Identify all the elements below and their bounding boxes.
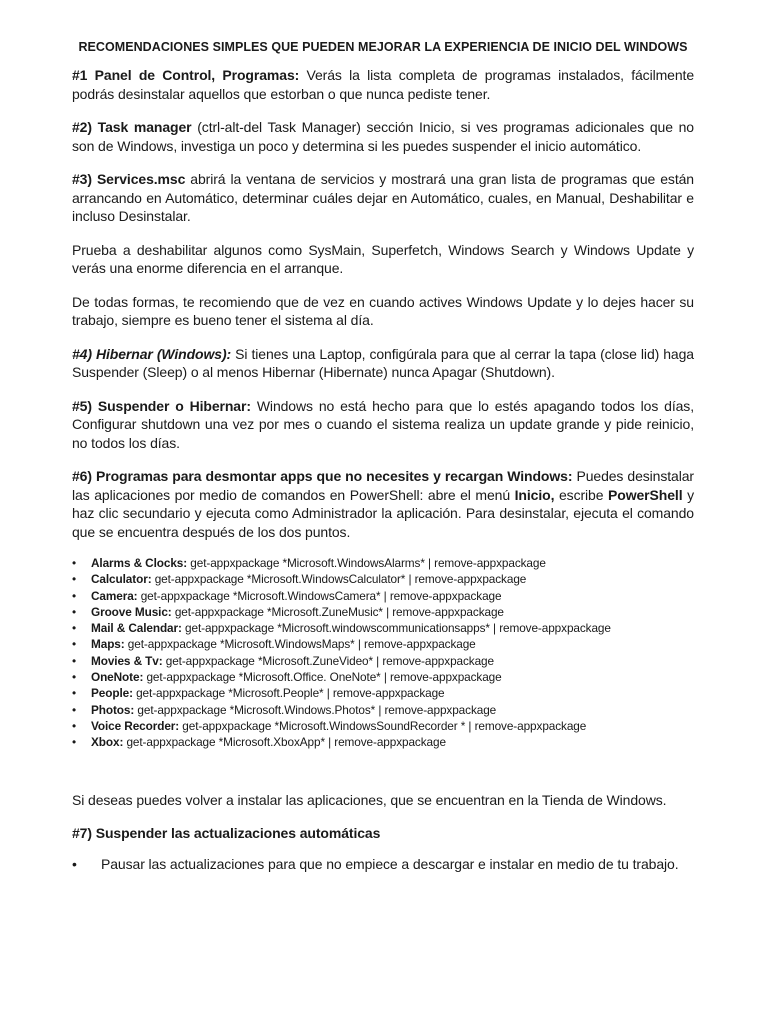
list-item (72, 555, 694, 571)
app-name: OneNote: (91, 670, 144, 685)
section-5 (72, 397, 694, 453)
list-item (72, 571, 694, 587)
app-command: get-appxpackage *Microsoft.XboxApp* | remove-appxpackage (123, 735, 446, 750)
section-6-powershell: PowerShell (608, 486, 683, 503)
section-2 (72, 118, 694, 155)
app-command: get-appxpackage *Microsoft.Windows.Photos* | remove-appxpackage (134, 702, 497, 717)
bullet-icon: • (72, 653, 77, 668)
app-name: Calculator: (91, 572, 152, 587)
app-name: Movies & Tv: (91, 653, 163, 668)
app-command: get-appxpackage *Microsoft.WindowsMaps* | remove-appxpackage (124, 637, 476, 652)
document-title: RECOMENDACIONES SIMPLES QUE PUEDEN MEJORAR LA EXPERIENCIA DE INICIO DEL WINDOWS (78, 40, 688, 54)
section-6 (72, 467, 694, 541)
bullet-icon: • (72, 670, 77, 685)
app-command: get-appxpackage *Microsoft.ZuneMusic* | remove-appxpackage (171, 604, 504, 619)
app-name: Camera: (91, 588, 138, 603)
app-command: get-appxpackage *Microsoft.WindowsCalculator* | remove-appxpackage (151, 572, 527, 587)
app-name: Photos: (91, 702, 135, 717)
bullet-icon: • (72, 637, 77, 652)
section-5-text: Windows no está hecho para que lo estés apagando todos los días, Configurar shutdown una vez por mes o cuando el sistema realiza un update grande y pide reinicio, no todos los días. (72, 397, 695, 451)
list-item (72, 653, 694, 669)
app-command: get-appxpackage *Microsoft.windowscommunicationsapps* | remove-appxpackage (181, 621, 611, 636)
section-1 (72, 66, 694, 103)
bullet-icon: • (72, 718, 77, 733)
section-1-label: #1 Panel de Control, Programas: (72, 67, 300, 83)
section-4-label: #4) Hibernar (Windows): (72, 345, 232, 362)
section-7-heading (72, 824, 694, 843)
bullet-icon: • (72, 702, 77, 717)
list-item (72, 718, 694, 734)
bullet-icon: • (72, 735, 77, 750)
section-4 (72, 345, 694, 382)
list-item (72, 636, 694, 652)
section-4-text: Si tienes una Laptop, configúrala para que al cerrar la tapa (close lid) haga Suspender (Sleep) o al menos Hibernar (Hibernate) nunca Apagar (Shutdown). (72, 345, 694, 380)
app-command: get-appxpackage *Microsoft.WindowsCamera* | remove-appxpackage (137, 588, 502, 603)
paragraph-reinstall: Si deseas puedes volver a instalar las aplicaciones, que se encuentran en la Tienda de Windows. (72, 791, 667, 808)
app-command-list (72, 555, 694, 751)
section-7-item-text: Pausar las actualizaciones para que no empiece a descargar e instalar en medio de tu trabajo. (101, 855, 679, 872)
app-command: get-appxpackage *Microsoft.ZuneVideo* | remove-appxpackage (162, 653, 494, 668)
bullet-icon: • (72, 686, 77, 701)
section-6-text-2: escribe (554, 486, 609, 503)
list-item (72, 702, 694, 718)
list-item (72, 669, 694, 685)
app-name: Voice Recorder: (91, 718, 180, 733)
section-6-text-1: Puedes desinstalar las aplicaciones por medio de comandos en PowerShell: abre el menú (72, 468, 694, 503)
list-item (72, 734, 694, 750)
app-name: People: (91, 686, 133, 701)
bullet-icon: • (72, 572, 77, 587)
paragraph-windows-update: De todas formas, te recomiendo que de vez en cuando actives Windows Update y lo dejes hacer su trabajo, siempre es bueno tener el sistema al día. (72, 293, 694, 328)
paragraph-sysmain: Prueba a deshabilitar algunos como SysMain, Superfetch, Windows Search y Windows Update y verás una enorme diferencia en el arranque. (72, 241, 694, 276)
section-7-label: #7) Suspender las actualizaciones automáticas (72, 825, 381, 842)
app-name: Alarms & Clocks: (91, 556, 188, 570)
app-name: Groove Music: (91, 604, 172, 619)
section-5-label: #5) Suspender o Hibernar: (72, 397, 251, 414)
section-2-text: (ctrl-alt-del Task Manager) sección Inicio, si ves programas adicionales que no son de Windows, investiga un poco y determina si les puedes suspender el inicio automático. (72, 119, 694, 154)
bullet-icon: • (72, 588, 77, 603)
section-6-inicio: Inicio, (514, 486, 555, 503)
section-3-text: abrirá la ventana de servicios y mostrará una gran lista de programas que están arrancando en Automático, determinar cuáles dejar en Automático, cuales, en Manual, Deshabilitar e incluso Desinstalar. (72, 171, 694, 224)
section-3-label: #3) Services.msc (72, 171, 186, 187)
list-item (72, 588, 694, 604)
section-6-label: #6) Programas para desmontar apps que no necesites y recargan Windows: (72, 468, 573, 484)
list-item (72, 620, 694, 636)
app-command: get-appxpackage *Microsoft.Office. OneNote* | remove-appxpackage (143, 670, 502, 685)
app-name: Xbox: (91, 735, 124, 750)
bullet-icon: • (72, 556, 77, 570)
section-3 (72, 170, 694, 226)
section-1-text: Verás la lista completa de programas instalados, fácilmente podrás desinstalar aquellos que estorban o que nunca pediste tener. (72, 67, 695, 102)
bullet-icon: • (72, 621, 77, 636)
app-command: get-appxpackage *Microsoft.WindowsAlarms* | remove-appxpackage (187, 556, 546, 570)
section-7-list (72, 855, 694, 874)
section-2-label: #2) Task manager (72, 119, 192, 135)
app-name: Maps: (91, 637, 125, 652)
bullet-icon: • (72, 855, 77, 872)
bullet-icon: • (72, 604, 77, 619)
list-item (72, 685, 694, 701)
app-name: Mail & Calendar: (91, 621, 182, 636)
list-item (72, 604, 694, 620)
section-6-text-3: y haz clic secundario y ejecuta como Administrador la aplicación. Para desinstalar, ejecuta el comando que se encuentra después de los dos puntos. (72, 486, 694, 540)
list-item (72, 855, 694, 874)
document-page (72, 40, 694, 873)
app-command: get-appxpackage *Microsoft.People* | remove-appxpackage (132, 686, 445, 701)
app-command: get-appxpackage *Microsoft.WindowsSoundRecorder * | remove-appxpackage (179, 718, 587, 733)
